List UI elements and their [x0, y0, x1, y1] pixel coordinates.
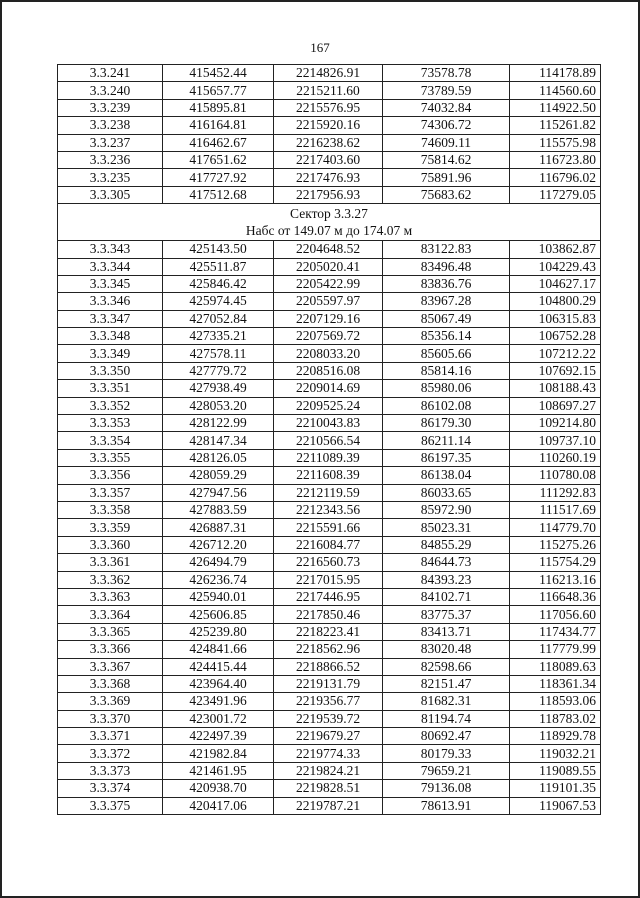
point-id-cell: 3.3.352 [58, 397, 163, 414]
l-coordinate-cell: 118361.34 [510, 675, 601, 692]
table-row [58, 415, 601, 432]
y-coordinate-cell: 2217850.46 [274, 606, 383, 623]
h-coordinate-cell: 75683.62 [383, 186, 510, 203]
l-coordinate-cell: 109737.10 [510, 432, 601, 449]
x-coordinate-cell: 427578.11 [163, 345, 274, 362]
y-coordinate-cell: 2211608.39 [274, 467, 383, 484]
h-coordinate-cell: 80179.33 [383, 745, 510, 762]
x-coordinate-cell: 425846.42 [163, 275, 274, 292]
point-id-cell: 3.3.305 [58, 186, 163, 203]
table-row [58, 658, 601, 675]
l-coordinate-cell: 114178.89 [510, 65, 601, 82]
h-coordinate-cell: 86197.35 [383, 449, 510, 466]
x-coordinate-cell: 427947.56 [163, 484, 274, 501]
sector-header-group [58, 204, 601, 241]
table-row [58, 519, 601, 536]
l-coordinate-cell: 110260.19 [510, 449, 601, 466]
y-coordinate-cell: 2208033.20 [274, 345, 383, 362]
h-coordinate-cell: 85972.90 [383, 501, 510, 518]
point-id-cell: 3.3.373 [58, 762, 163, 779]
x-coordinate-cell: 425143.50 [163, 241, 274, 258]
l-coordinate-cell: 107212.22 [510, 345, 601, 362]
table-row [58, 82, 601, 99]
table-row [58, 328, 601, 345]
x-coordinate-cell: 426236.74 [163, 571, 274, 588]
x-coordinate-cell: 427335.21 [163, 328, 274, 345]
x-coordinate-cell: 426494.79 [163, 554, 274, 571]
l-coordinate-cell: 115261.82 [510, 117, 601, 134]
x-coordinate-cell: 425606.85 [163, 606, 274, 623]
y-coordinate-cell: 2212119.59 [274, 484, 383, 501]
table-row [58, 293, 601, 310]
table-row [58, 310, 601, 327]
x-coordinate-cell: 426712.20 [163, 536, 274, 553]
point-id-cell: 3.3.355 [58, 449, 163, 466]
table-row [58, 345, 601, 362]
h-coordinate-cell: 74609.11 [383, 134, 510, 151]
h-coordinate-cell: 85980.06 [383, 380, 510, 397]
table-row [58, 362, 601, 379]
x-coordinate-cell: 426887.31 [163, 519, 274, 536]
x-coordinate-cell: 423491.96 [163, 693, 274, 710]
y-coordinate-cell: 2219824.21 [274, 762, 383, 779]
table-row [58, 65, 601, 82]
point-id-cell: 3.3.350 [58, 362, 163, 379]
x-coordinate-cell: 423001.72 [163, 710, 274, 727]
table-row [58, 693, 601, 710]
point-id-cell: 3.3.362 [58, 571, 163, 588]
l-coordinate-cell: 119089.55 [510, 762, 601, 779]
l-coordinate-cell: 114922.50 [510, 99, 601, 116]
l-coordinate-cell: 114779.70 [510, 519, 601, 536]
point-id-cell: 3.3.356 [58, 467, 163, 484]
l-coordinate-cell: 116796.02 [510, 169, 601, 186]
h-coordinate-cell: 83775.37 [383, 606, 510, 623]
h-coordinate-cell: 84855.29 [383, 536, 510, 553]
h-coordinate-cell: 85605.66 [383, 345, 510, 362]
point-id-cell: 3.3.347 [58, 310, 163, 327]
h-coordinate-cell: 84102.71 [383, 588, 510, 605]
h-coordinate-cell: 81194.74 [383, 710, 510, 727]
table-row [58, 762, 601, 779]
x-coordinate-cell: 415657.77 [163, 82, 274, 99]
x-coordinate-cell: 428122.99 [163, 415, 274, 432]
table-rows-before-sector [58, 65, 601, 204]
page-number: 167 [310, 40, 330, 55]
y-coordinate-cell: 2205422.99 [274, 275, 383, 292]
l-coordinate-cell: 115754.29 [510, 554, 601, 571]
table-row [58, 484, 601, 501]
point-id-cell: 3.3.357 [58, 484, 163, 501]
h-coordinate-cell: 86138.04 [383, 467, 510, 484]
y-coordinate-cell: 2216560.73 [274, 554, 383, 571]
y-coordinate-cell: 2219539.72 [274, 710, 383, 727]
h-coordinate-cell: 78613.91 [383, 797, 510, 814]
l-coordinate-cell: 118783.02 [510, 710, 601, 727]
x-coordinate-cell: 422497.39 [163, 728, 274, 745]
l-coordinate-cell: 111517.69 [510, 501, 601, 518]
l-coordinate-cell: 111292.83 [510, 484, 601, 501]
l-coordinate-cell: 115275.26 [510, 536, 601, 553]
point-id-cell: 3.3.371 [58, 728, 163, 745]
point-id-cell: 3.3.346 [58, 293, 163, 310]
x-coordinate-cell: 425940.01 [163, 588, 274, 605]
table-row [58, 536, 601, 553]
h-coordinate-cell: 83413.71 [383, 623, 510, 640]
l-coordinate-cell: 104800.29 [510, 293, 601, 310]
y-coordinate-cell: 2215576.95 [274, 99, 383, 116]
table-row [58, 554, 601, 571]
y-coordinate-cell: 2219679.27 [274, 728, 383, 745]
point-id-cell: 3.3.349 [58, 345, 163, 362]
y-coordinate-cell: 2218866.52 [274, 658, 383, 675]
coordinates-table [57, 64, 601, 815]
l-coordinate-cell: 118089.63 [510, 658, 601, 675]
point-id-cell: 3.3.238 [58, 117, 163, 134]
l-coordinate-cell: 118593.06 [510, 693, 601, 710]
l-coordinate-cell: 107692.15 [510, 362, 601, 379]
y-coordinate-cell: 2219131.79 [274, 675, 383, 692]
table-row [58, 623, 601, 640]
l-coordinate-cell: 104627.17 [510, 275, 601, 292]
point-id-cell: 3.3.368 [58, 675, 163, 692]
h-coordinate-cell: 86211.14 [383, 432, 510, 449]
h-coordinate-cell: 85023.31 [383, 519, 510, 536]
l-coordinate-cell: 119032.21 [510, 745, 601, 762]
table-rows-after-sector [58, 241, 601, 815]
x-coordinate-cell: 417727.92 [163, 169, 274, 186]
h-coordinate-cell: 82151.47 [383, 675, 510, 692]
l-coordinate-cell: 104229.43 [510, 258, 601, 275]
h-coordinate-cell: 81682.31 [383, 693, 510, 710]
table-row [58, 151, 601, 168]
y-coordinate-cell: 2209525.24 [274, 397, 383, 414]
point-id-cell: 3.3.239 [58, 99, 163, 116]
point-id-cell: 3.3.345 [58, 275, 163, 292]
table-row [58, 380, 601, 397]
y-coordinate-cell: 2214826.91 [274, 65, 383, 82]
h-coordinate-cell: 83836.76 [383, 275, 510, 292]
y-coordinate-cell: 2208516.08 [274, 362, 383, 379]
x-coordinate-cell: 428126.05 [163, 449, 274, 466]
point-id-cell: 3.3.348 [58, 328, 163, 345]
l-coordinate-cell: 117779.99 [510, 641, 601, 658]
table-row [58, 588, 601, 605]
l-coordinate-cell: 116648.36 [510, 588, 601, 605]
point-id-cell: 3.3.237 [58, 134, 163, 151]
h-coordinate-cell: 82598.66 [383, 658, 510, 675]
l-coordinate-cell: 117434.77 [510, 623, 601, 640]
l-coordinate-cell: 106752.28 [510, 328, 601, 345]
h-coordinate-cell: 86102.08 [383, 397, 510, 414]
x-coordinate-cell: 427779.72 [163, 362, 274, 379]
table-row [58, 745, 601, 762]
table-row [58, 675, 601, 692]
point-id-cell: 3.3.235 [58, 169, 163, 186]
l-coordinate-cell: 119067.53 [510, 797, 601, 814]
h-coordinate-cell: 84644.73 [383, 554, 510, 571]
y-coordinate-cell: 2216084.77 [274, 536, 383, 553]
table-row [58, 449, 601, 466]
point-id-cell: 3.3.354 [58, 432, 163, 449]
point-id-cell: 3.3.367 [58, 658, 163, 675]
x-coordinate-cell: 417651.62 [163, 151, 274, 168]
table-row [58, 397, 601, 414]
x-coordinate-cell: 425239.80 [163, 623, 274, 640]
point-id-cell: 3.3.364 [58, 606, 163, 623]
table-row [58, 728, 601, 745]
h-coordinate-cell: 79659.21 [383, 762, 510, 779]
y-coordinate-cell: 2204648.52 [274, 241, 383, 258]
x-coordinate-cell: 420417.06 [163, 797, 274, 814]
l-coordinate-cell: 118929.78 [510, 728, 601, 745]
x-coordinate-cell: 417512.68 [163, 186, 274, 203]
y-coordinate-cell: 2219828.51 [274, 780, 383, 797]
y-coordinate-cell: 2217015.95 [274, 571, 383, 588]
l-coordinate-cell: 116213.16 [510, 571, 601, 588]
h-coordinate-cell: 73578.78 [383, 65, 510, 82]
table-row [58, 780, 601, 797]
sector-header-cell [58, 204, 601, 241]
table-row [58, 501, 601, 518]
point-id-cell: 3.3.353 [58, 415, 163, 432]
y-coordinate-cell: 2215920.16 [274, 117, 383, 134]
x-coordinate-cell: 427052.84 [163, 310, 274, 327]
point-id-cell: 3.3.375 [58, 797, 163, 814]
y-coordinate-cell: 2219356.77 [274, 693, 383, 710]
sector-title: Сектор 3.3.27 [290, 206, 368, 222]
table-row [58, 467, 601, 484]
y-coordinate-cell: 2211089.39 [274, 449, 383, 466]
h-coordinate-cell: 86033.65 [383, 484, 510, 501]
point-id-cell: 3.3.344 [58, 258, 163, 275]
y-coordinate-cell: 2210043.83 [274, 415, 383, 432]
point-id-cell: 3.3.351 [58, 380, 163, 397]
y-coordinate-cell: 2216238.62 [274, 134, 383, 151]
y-coordinate-cell: 2215591.66 [274, 519, 383, 536]
y-coordinate-cell: 2218562.96 [274, 641, 383, 658]
point-id-cell: 3.3.360 [58, 536, 163, 553]
table-row [58, 606, 601, 623]
table-row [58, 186, 601, 203]
h-coordinate-cell: 84393.23 [383, 571, 510, 588]
l-coordinate-cell: 116723.80 [510, 151, 601, 168]
sector-header-row [58, 204, 601, 241]
h-coordinate-cell: 85356.14 [383, 328, 510, 345]
l-coordinate-cell: 114560.60 [510, 82, 601, 99]
h-coordinate-cell: 83496.48 [383, 258, 510, 275]
x-coordinate-cell: 416462.67 [163, 134, 274, 151]
y-coordinate-cell: 2210566.54 [274, 432, 383, 449]
table-row [58, 117, 601, 134]
y-coordinate-cell: 2218223.41 [274, 623, 383, 640]
x-coordinate-cell: 425511.87 [163, 258, 274, 275]
x-coordinate-cell: 423964.40 [163, 675, 274, 692]
y-coordinate-cell: 2205597.97 [274, 293, 383, 310]
x-coordinate-cell: 424415.44 [163, 658, 274, 675]
h-coordinate-cell: 86179.30 [383, 415, 510, 432]
sector-height-range: Набс от 149.07 м до 174.07 м [245, 223, 413, 239]
l-coordinate-cell: 109214.80 [510, 415, 601, 432]
x-coordinate-cell: 416164.81 [163, 117, 274, 134]
point-id-cell: 3.3.241 [58, 65, 163, 82]
y-coordinate-cell: 2207129.16 [274, 310, 383, 327]
y-coordinate-cell: 2217403.60 [274, 151, 383, 168]
point-id-cell: 3.3.358 [58, 501, 163, 518]
point-id-cell: 3.3.363 [58, 588, 163, 605]
x-coordinate-cell: 415452.44 [163, 65, 274, 82]
x-coordinate-cell: 420938.70 [163, 780, 274, 797]
l-coordinate-cell: 106315.83 [510, 310, 601, 327]
x-coordinate-cell: 427938.49 [163, 380, 274, 397]
h-coordinate-cell: 85067.49 [383, 310, 510, 327]
h-coordinate-cell: 83967.28 [383, 293, 510, 310]
y-coordinate-cell: 2209014.69 [274, 380, 383, 397]
table-row [58, 169, 601, 186]
point-id-cell: 3.3.370 [58, 710, 163, 727]
h-coordinate-cell: 83122.83 [383, 241, 510, 258]
point-id-cell: 3.3.369 [58, 693, 163, 710]
table-row [58, 797, 601, 814]
x-coordinate-cell: 427883.59 [163, 501, 274, 518]
point-id-cell: 3.3.374 [58, 780, 163, 797]
x-coordinate-cell: 421982.84 [163, 745, 274, 762]
h-coordinate-cell: 74032.84 [383, 99, 510, 116]
table-row [58, 258, 601, 275]
h-coordinate-cell: 75891.96 [383, 169, 510, 186]
x-coordinate-cell: 428059.29 [163, 467, 274, 484]
x-coordinate-cell: 428053.20 [163, 397, 274, 414]
point-id-cell: 3.3.240 [58, 82, 163, 99]
y-coordinate-cell: 2219787.21 [274, 797, 383, 814]
table-row [58, 571, 601, 588]
l-coordinate-cell: 117279.05 [510, 186, 601, 203]
table-row [58, 275, 601, 292]
l-coordinate-cell: 103862.87 [510, 241, 601, 258]
x-coordinate-cell: 425974.45 [163, 293, 274, 310]
point-id-cell: 3.3.365 [58, 623, 163, 640]
x-coordinate-cell: 428147.34 [163, 432, 274, 449]
l-coordinate-cell: 108188.43 [510, 380, 601, 397]
table-row [58, 432, 601, 449]
y-coordinate-cell: 2217956.93 [274, 186, 383, 203]
h-coordinate-cell: 75814.62 [383, 151, 510, 168]
h-coordinate-cell: 79136.08 [383, 780, 510, 797]
y-coordinate-cell: 2205020.41 [274, 258, 383, 275]
table-row [58, 710, 601, 727]
h-coordinate-cell: 80692.47 [383, 728, 510, 745]
table-row [58, 641, 601, 658]
y-coordinate-cell: 2207569.72 [274, 328, 383, 345]
y-coordinate-cell: 2215211.60 [274, 82, 383, 99]
y-coordinate-cell: 2217476.93 [274, 169, 383, 186]
h-coordinate-cell: 73789.59 [383, 82, 510, 99]
l-coordinate-cell: 115575.98 [510, 134, 601, 151]
l-coordinate-cell: 117056.60 [510, 606, 601, 623]
y-coordinate-cell: 2219774.33 [274, 745, 383, 762]
point-id-cell: 3.3.372 [58, 745, 163, 762]
point-id-cell: 3.3.236 [58, 151, 163, 168]
point-id-cell: 3.3.343 [58, 241, 163, 258]
x-coordinate-cell: 415895.81 [163, 99, 274, 116]
l-coordinate-cell: 108697.27 [510, 397, 601, 414]
h-coordinate-cell: 74306.72 [383, 117, 510, 134]
y-coordinate-cell: 2212343.56 [274, 501, 383, 518]
point-id-cell: 3.3.359 [58, 519, 163, 536]
x-coordinate-cell: 421461.95 [163, 762, 274, 779]
table-row [58, 241, 601, 258]
table-row [58, 134, 601, 151]
h-coordinate-cell: 85814.16 [383, 362, 510, 379]
y-coordinate-cell: 2217446.95 [274, 588, 383, 605]
x-coordinate-cell: 424841.66 [163, 641, 274, 658]
point-id-cell: 3.3.361 [58, 554, 163, 571]
l-coordinate-cell: 119101.35 [510, 780, 601, 797]
l-coordinate-cell: 110780.08 [510, 467, 601, 484]
point-id-cell: 3.3.366 [58, 641, 163, 658]
table-row [58, 99, 601, 116]
h-coordinate-cell: 83020.48 [383, 641, 510, 658]
